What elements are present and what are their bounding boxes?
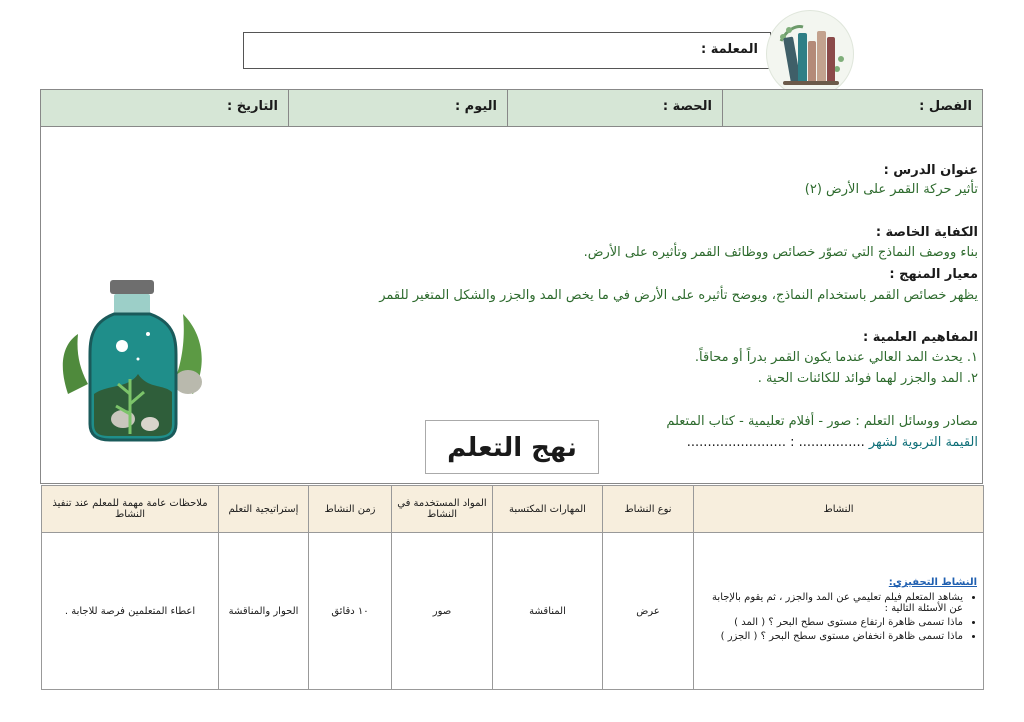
competency-heading: الكفاية الخاصة : <box>875 225 978 240</box>
standard-heading: معيار المنهج : <box>889 267 978 282</box>
educational-value-label: القيمة التربوية لشهر <box>868 435 978 450</box>
concept-item-2: ٢. المد والجزر لهما فوائد للكائنات الحية . <box>757 371 978 386</box>
activity-item: • ماذا تسمى ظاهرة انخفاض مستوى سطح البحر ؟ ( الجزر ) <box>698 631 963 642</box>
skills-cell[interactable]: المناقشة <box>493 533 603 690</box>
day-label: اليوم : <box>454 99 497 114</box>
table-header-row <box>42 486 984 533</box>
header-notes: ملاحظات عامة مهمة للمعلم عند تنفيذ النشاط <box>42 486 219 533</box>
teacher-label: المعلمة : <box>700 42 758 57</box>
teacher-name-box[interactable] <box>243 32 771 69</box>
competency-value: بناء ووصف النماذج التي تصوّر خصائص ووظائف القمر وتأثيره على الأرض. <box>583 245 978 260</box>
date-cell[interactable] <box>41 90 288 126</box>
lesson-title-heading: عنوان الدرس : <box>883 163 978 178</box>
period-cell[interactable] <box>507 90 722 126</box>
learning-approach-title: نهج التعلم <box>425 420 599 474</box>
lesson-title-value: تأثير حركة القمر على الأرض (٢) <box>804 182 978 197</box>
standard-value: يظهر خصائص القمر باستخدام النماذج، ويوضح تأثيره على الأرض في ما يخص المد والجزر والشكل المتغير للقمر <box>379 288 978 303</box>
day-cell[interactable] <box>288 90 507 126</box>
educational-value-line <box>687 435 978 450</box>
notes-cell[interactable]: اعطاء المتعلمين فرصة للاجابة . <box>42 533 219 690</box>
header-strategy: إستراتيجية التعلم <box>219 486 309 533</box>
activity-item: • يشاهد المتعلم فيلم تعليمي عن المد والجزر ، ثم يقوم بالإجابة عن الأسئلة التالية : <box>698 592 963 614</box>
header-time: زمن النشاط <box>309 486 392 533</box>
header-materials: المواد المستخدمة في النشاط <box>392 486 493 533</box>
type-cell[interactable]: عرض <box>603 533 694 690</box>
jar-illustration-icon <box>58 274 208 444</box>
period-label: الحصة : <box>662 99 712 114</box>
header-type: نوع النشاط <box>603 486 694 533</box>
strategy-cell[interactable]: الحوار والمناقشة <box>219 533 309 690</box>
header-skills: المهارات المكتسبة <box>493 486 603 533</box>
class-label: الفصل : <box>919 99 972 114</box>
materials-cell[interactable]: صور <box>392 533 493 690</box>
concept-item-1: ١. يحدث المد العالي عندما يكون القمر بدراً أو محاقاً. <box>694 350 978 365</box>
activity-table <box>41 485 984 690</box>
books-logo-icon <box>766 10 854 98</box>
resources-line: مصادر ووسائل التعلم : صور - أفلام تعليمية - كتاب المتعلم <box>666 414 978 429</box>
time-cell[interactable]: ١٠ دقائق <box>309 533 392 690</box>
lesson-info-row <box>40 89 983 127</box>
header-activity: النشاط <box>694 486 984 533</box>
activity-cell[interactable] <box>694 533 984 690</box>
table-row <box>42 533 984 690</box>
class-cell[interactable] <box>722 90 982 126</box>
activity-item: • ماذا تسمى ظاهرة ارتفاع مستوى سطح البحر ؟ ( المد ) <box>698 617 963 628</box>
activity-title: النشاط التحفيزي: <box>888 577 977 588</box>
concepts-heading: المفاهيم العلمية : <box>863 330 978 345</box>
activity-list <box>698 592 977 642</box>
educational-value-blank: ................ : ........................ <box>686 435 865 450</box>
date-label: التاريخ : <box>227 99 278 114</box>
